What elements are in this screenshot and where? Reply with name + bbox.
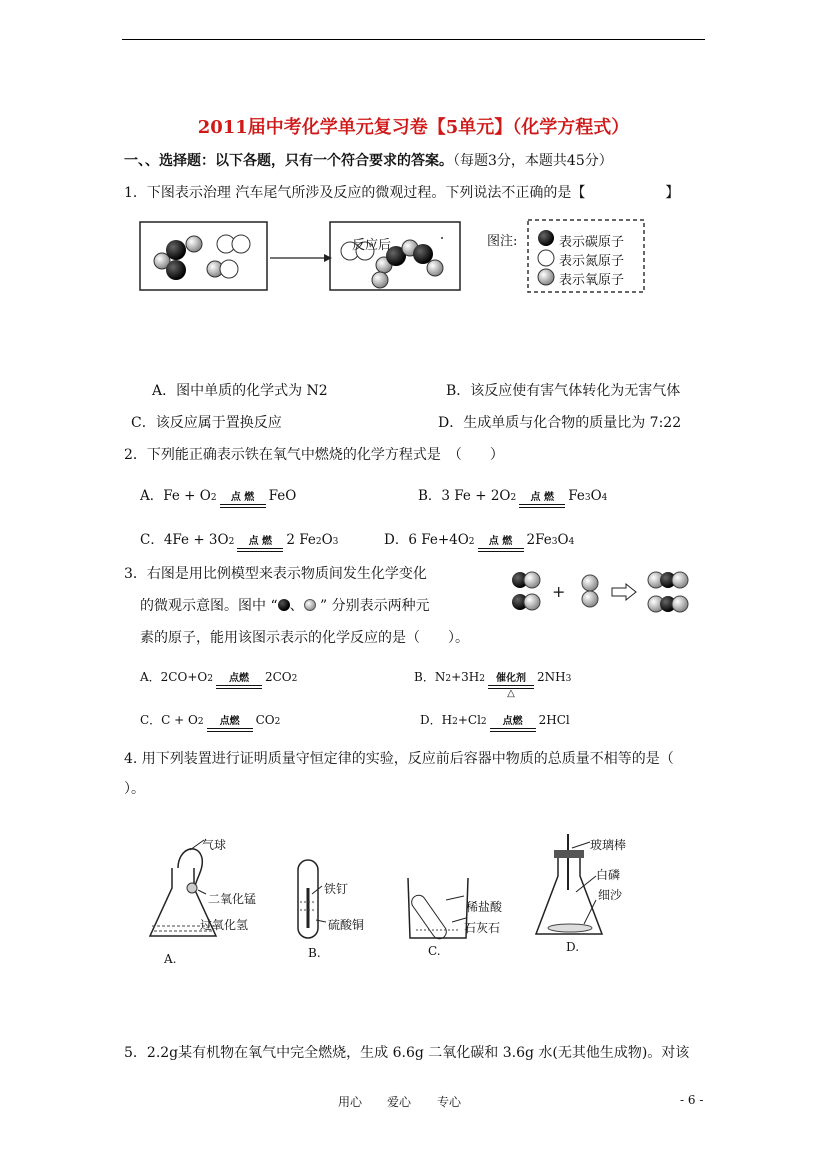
q3-model-diagram xyxy=(508,568,698,618)
footer-item-2: 爱心 xyxy=(387,1095,412,1109)
q1-option-a: A．图中单质的化学式为 N2 xyxy=(152,383,328,399)
page-number: - 6 - xyxy=(680,1093,704,1107)
q2-option-c: C．4Fe + 3O $_2$ 点 燃 2 Fe 2 O 3 xyxy=(140,528,338,552)
q2-option-a: A．Fe + O $_2$ 点 燃 FeO xyxy=(140,484,296,508)
label-hcl: 稀盐酸 xyxy=(466,900,503,914)
q3-line3: 素的原子，能用该图示表示的化学反应的是（ ）。 xyxy=(140,630,469,646)
q1-stem: 1．下图表示治理 汽车尾气所涉及反应的微观过程。下列说法不正确的是【 】 xyxy=(124,185,680,201)
q2-option-d: D．6 Fe+4O $_2$ 点 燃 2Fe 3 O 4 xyxy=(384,528,574,552)
q1-legend-title: 图注: xyxy=(487,234,518,249)
q5-stem: 5．2.2g某有机物在氧气中完全燃烧，生成 6.6g 二氧化碳和 3.6g 水(无其他生成物)。对该 xyxy=(124,1045,690,1061)
q3-line2: 的微观示意图。图中 “ 、 ” 分别表示两种元 xyxy=(140,598,430,614)
page-title: 2011届中考化学单元复习卷【5单元】（化学方程式） xyxy=(197,117,630,138)
q4-line2: ）。 xyxy=(124,781,145,797)
q2-stem: 2．下列能正确表示铁在氧气中燃烧的化学方程式是 （ ） xyxy=(124,447,504,463)
q3-option-a: A．2CO+O $_2$ 点燃 2CO 2 xyxy=(140,668,297,689)
q4-line1: 4. 用下列装置进行证明质量守恒定律的实验，反应前后容器中物质的总质量不相等的是（ xyxy=(124,751,674,767)
q1-legend-oxygen: 表示氧原子 xyxy=(559,273,625,288)
q4-option-a: A. xyxy=(164,952,177,966)
q3-line1: 3．右图是用比例模型来表示物质间发生化学变化 xyxy=(124,566,427,582)
section-heading: 一、、选择题：以下各题，只有一个符合要求的答案。（每题3分，本题共45分） xyxy=(124,153,613,169)
q3-option-c: C．C + O $_2$ 点燃 CO 2 xyxy=(140,711,280,732)
q4-option-d: D. xyxy=(566,940,580,954)
label-phosphorus: 白磷 xyxy=(596,868,621,882)
q3-option-d: D．H $_2$ +Cl 2 点燃 2HCl xyxy=(420,711,570,732)
q1-option-c: C．该反应属于置换反应 xyxy=(131,415,282,431)
dark-atom-icon xyxy=(278,599,290,611)
q3-plus-sign: + xyxy=(552,582,566,601)
q2-option-b: B．3 Fe + 2O $_2$ 点 燃 Fe 3 O 4 xyxy=(418,484,607,508)
q3-option-b: B．N $_2$ +3H 2 催化剂 △ 2NH 3 xyxy=(414,670,572,699)
label-nail: 铁钉 xyxy=(324,882,349,896)
q1-legend-carbon: 表示碳原子 xyxy=(559,235,625,250)
label-h2o2: 过氧化氢 xyxy=(200,918,249,932)
q1-option-d: D．生成单质与化合物的质量比为 7:22 xyxy=(438,415,682,431)
header-rule xyxy=(122,39,705,40)
label-rod: 玻璃棒 xyxy=(590,838,627,852)
q1-arrow-label: 反应后 xyxy=(352,238,392,253)
footer-item-3: 专心 xyxy=(437,1095,462,1109)
label-cuso4: 硫酸铜 xyxy=(328,918,365,932)
q4-option-b: B. xyxy=(308,946,321,960)
gray-atom-icon xyxy=(304,599,316,611)
label-mno2: 二氧化锰 xyxy=(208,892,257,906)
label-sand: 细沙 xyxy=(598,888,623,902)
label-limestone: 石灰石 xyxy=(464,921,501,935)
footer-item-1: 用心 xyxy=(338,1095,363,1109)
q4-option-c: C. xyxy=(428,944,441,958)
q1-option-b: B．该反应使有害气体转化为无害气体 xyxy=(446,383,681,399)
label-balloon: 气球 xyxy=(202,838,227,852)
q1-legend-nitrogen: 表示氮原子 xyxy=(559,254,625,269)
